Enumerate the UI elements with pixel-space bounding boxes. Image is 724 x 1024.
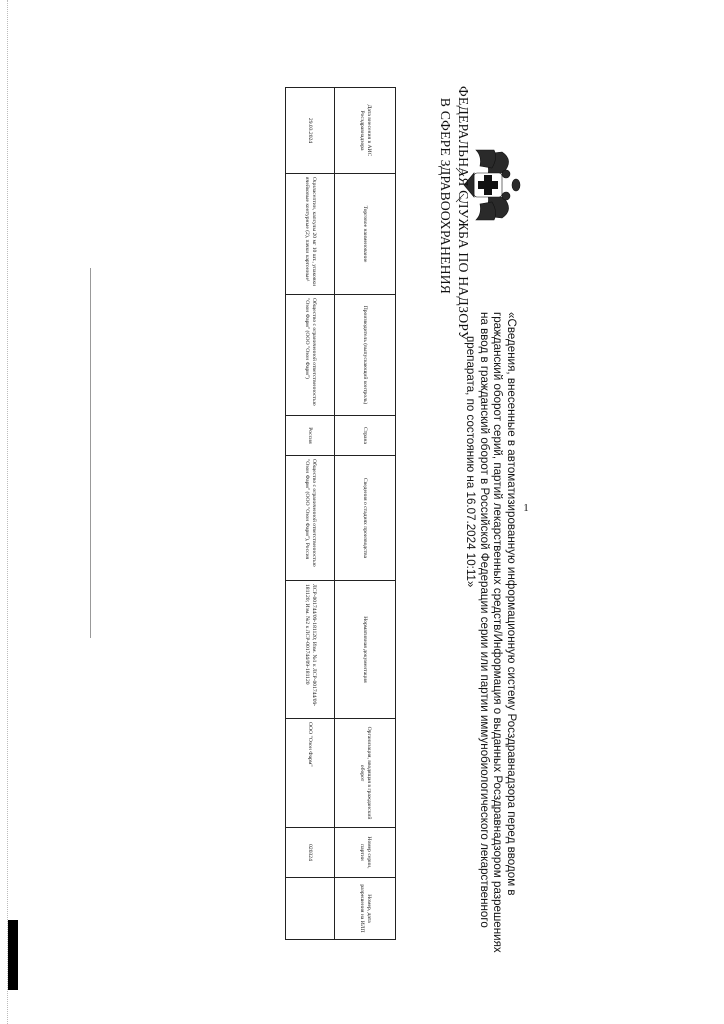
scan-artifact-line bbox=[90, 268, 91, 638]
header-manufacturer: Производитель (выпускающий контроль) bbox=[335, 295, 396, 416]
cell-country: Россия bbox=[286, 416, 335, 456]
cell-regulatory-docs: ЛСР-001744/09-181120; Изм. №1 к ЛСР-001744/09-181120; Изм. №2 к ЛСР-001744/09-181120 bbox=[286, 581, 335, 719]
agency-name bbox=[436, 86, 472, 341]
scan-artifact-bar bbox=[8, 920, 18, 990]
header-permit-number: Номер, дата разрешения на ИЛП bbox=[335, 878, 396, 940]
heading-line-4: препарата, по состоянию на 16.07.2024 10:11» bbox=[464, 336, 478, 588]
table-row bbox=[286, 88, 335, 940]
cell-organization: ООО "Озон Фарм" bbox=[286, 719, 335, 828]
header-regulatory-docs: Нормативная документация bbox=[335, 581, 396, 719]
header-trade-name: Торговое наименование bbox=[335, 174, 396, 295]
table-header-row bbox=[335, 88, 396, 940]
header-organization: Организация, вводящая в гражданский оборот bbox=[335, 719, 396, 828]
heading-line-2: гражданский оборот серий, партий лекарственных средств/Информация о выданных Росздравнадзором разрешениях bbox=[491, 312, 505, 953]
header-country: Страна bbox=[335, 416, 396, 456]
header-date: Дата внесения в АИС Росздравнадзора bbox=[335, 88, 396, 174]
heading-line-1: «Сведения, внесенные в автоматизированную информационную систему Росздравнадзора перед вводом в bbox=[505, 312, 518, 896]
agency-line-1: ФЕДЕРАЛЬНАЯ СЛУЖБА ПО НАДЗОРУ bbox=[456, 86, 471, 341]
page-number: 1 bbox=[523, 501, 529, 514]
header-batch-number: Номер серии, партии bbox=[335, 828, 396, 878]
cell-manufacturer: Общество с ограниченной ответственностью "Озон Фарм" (ООО "Озон Фарм") bbox=[286, 295, 335, 416]
cell-permit-number bbox=[286, 878, 335, 940]
document-heading bbox=[464, 312, 518, 953]
registry-table bbox=[285, 87, 396, 940]
heading-line-3: на ввод в гражданский оборот в Российской Федерации серии или партии иммунобиологического лекарственного bbox=[477, 312, 491, 928]
cell-trade-name: Оциласептин, капсулы 20 мг 10 шт., упаковки ячейковые контурные (2), пачки картонные¹ bbox=[286, 174, 335, 295]
scan-artifact-dots bbox=[7, 0, 8, 1024]
header-production-stages: Сведения о стадиях производства bbox=[335, 456, 396, 581]
cell-batch-number: 020324 bbox=[286, 828, 335, 878]
cell-production-stages: Общество с ограниченной ответственностью "Озон Фарм" (ООО "Озон Фарм"), Россия bbox=[286, 456, 335, 581]
cell-date: 29.03.2024 bbox=[286, 88, 335, 174]
agency-line-2: В СФЕРЕ ЗДРАВООХРАНЕНИЯ bbox=[438, 97, 453, 295]
